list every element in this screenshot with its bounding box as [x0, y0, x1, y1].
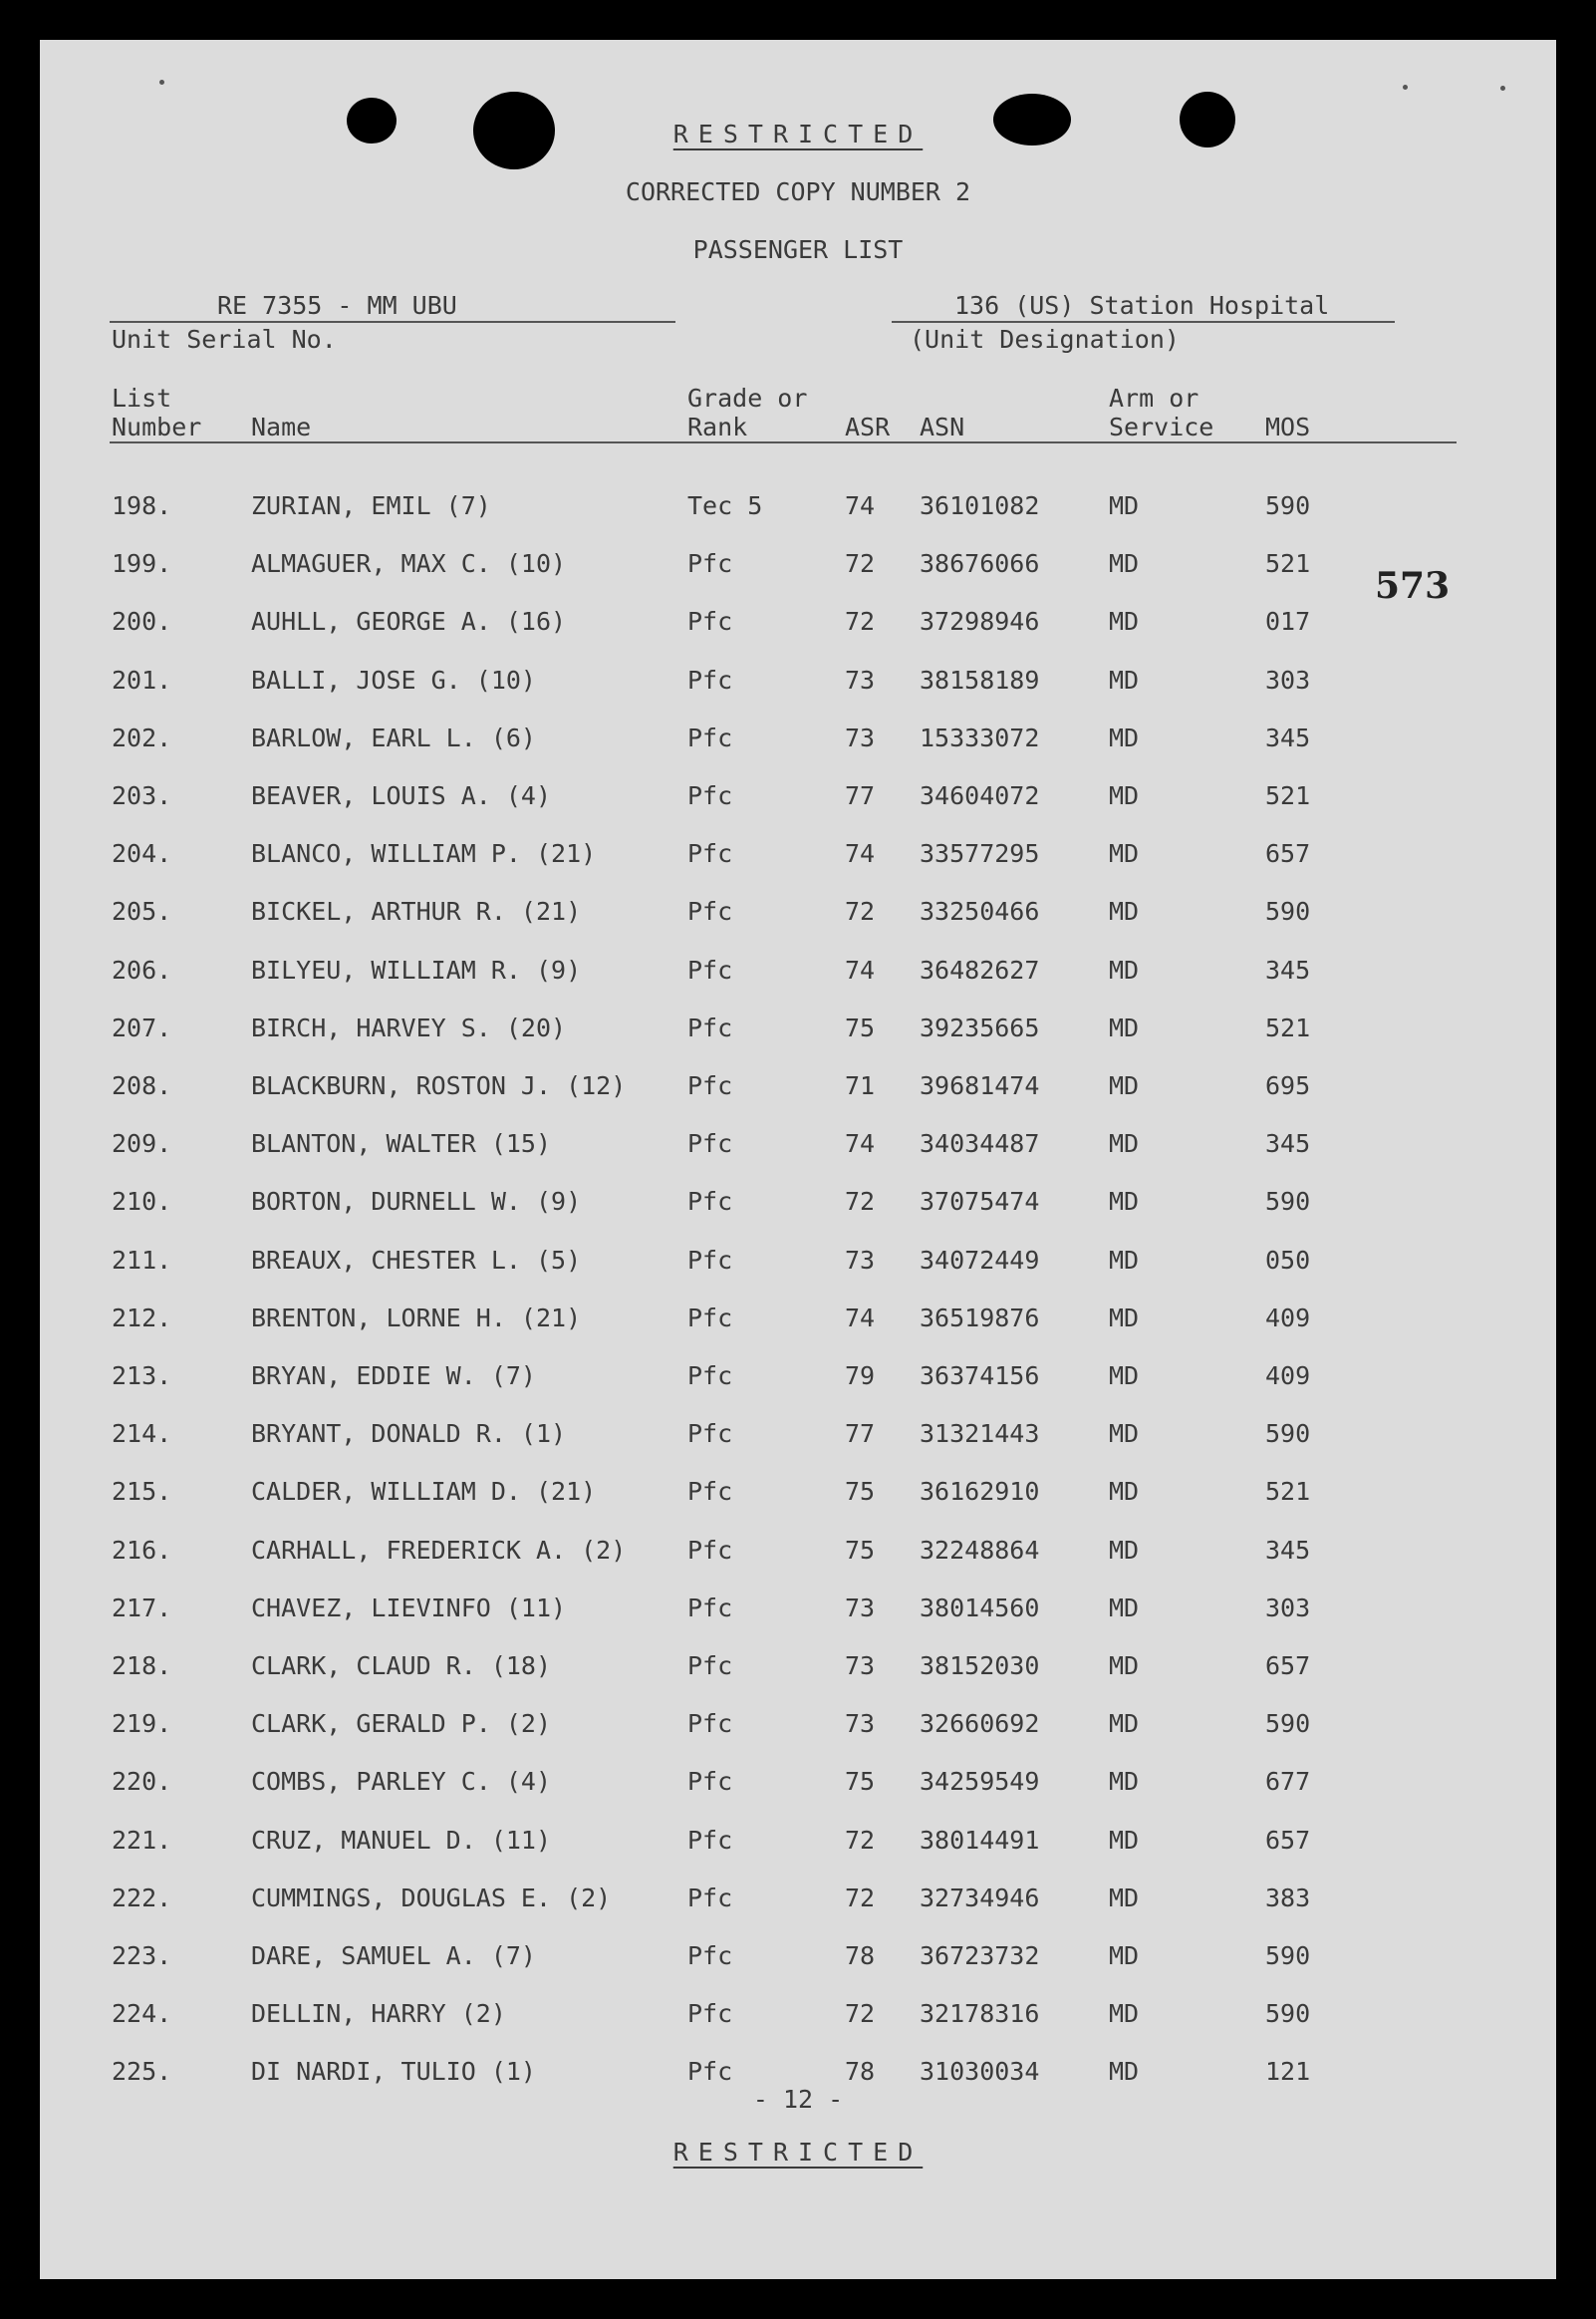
- mos-code: 303: [1265, 665, 1311, 695]
- table-row: [40, 839, 1556, 879]
- asn-value: 15333072: [920, 723, 1040, 752]
- col-arm-line1: Arm or: [1109, 384, 1199, 413]
- copy-note: CORRECTED COPY NUMBER 2: [625, 177, 971, 206]
- passenger-name: CARHALL, FREDERICK A. (2): [251, 1535, 627, 1565]
- arm-service: MD: [1109, 723, 1140, 752]
- col-asr: ASR: [845, 413, 891, 441]
- unit-designation-underline: [892, 321, 1395, 323]
- list-number: 204.: [112, 839, 172, 869]
- grade-rank: Pfc: [687, 1419, 733, 1449]
- arm-service: MD: [1109, 491, 1140, 520]
- passenger-name: COMBS, PARLEY C. (4): [251, 1767, 552, 1797]
- arm-service: MD: [1109, 839, 1140, 869]
- mos-code: 590: [1265, 1187, 1311, 1217]
- grade-rank: Pfc: [687, 1245, 733, 1275]
- mos-code: 345: [1265, 1535, 1311, 1565]
- list-number: 205.: [112, 897, 172, 927]
- asr-value: 74: [845, 491, 876, 520]
- asr-value: 74: [845, 839, 876, 869]
- grade-rank: Pfc: [687, 723, 733, 752]
- list-number: 201.: [112, 665, 172, 695]
- arm-service: MD: [1109, 1419, 1140, 1449]
- grade-rank: Pfc: [687, 1071, 733, 1100]
- unit-serial-value: RE 7355 - MM UBU: [217, 291, 457, 320]
- asr-value: 75: [845, 1767, 876, 1797]
- passenger-name: AUHLL, GEORGE A. (16): [251, 607, 567, 637]
- asr-value: 78: [845, 1941, 876, 1970]
- grade-rank: Pfc: [687, 1187, 733, 1217]
- col-asn: ASN: [920, 413, 965, 441]
- list-number: 203.: [112, 781, 172, 810]
- asn-value: 38014491: [920, 1825, 1040, 1855]
- asn-value: 36723732: [920, 1941, 1040, 1970]
- grade-rank: Pfc: [687, 549, 733, 579]
- grade-rank: Pfc: [687, 1941, 733, 1970]
- table-row: [40, 1477, 1556, 1517]
- mos-code: 590: [1265, 1419, 1311, 1449]
- table-row: [40, 607, 1556, 647]
- list-number: 199.: [112, 549, 172, 579]
- passenger-name: BALLI, JOSE G. (10): [251, 665, 536, 695]
- asn-value: 31321443: [920, 1419, 1040, 1449]
- table-row: [40, 724, 1556, 763]
- arm-service: MD: [1109, 1999, 1140, 2029]
- mos-code: 345: [1265, 1129, 1311, 1159]
- asr-value: 79: [845, 1361, 876, 1390]
- passenger-name: CHAVEZ, LIEVINFO (11): [251, 1593, 567, 1622]
- table-row: [40, 1651, 1556, 1691]
- grade-rank: Pfc: [687, 1013, 733, 1042]
- arm-service: MD: [1109, 955, 1140, 985]
- table-row: [40, 666, 1556, 706]
- mos-code: 383: [1265, 1883, 1311, 1912]
- asr-value: 72: [845, 1187, 876, 1217]
- col-grade-line2: Rank: [687, 413, 748, 441]
- passenger-name: BLANCO, WILLIAM P. (21): [251, 839, 597, 869]
- passenger-name: BLACKBURN, ROSTON J. (12): [251, 1071, 627, 1100]
- grade-rank: Pfc: [687, 897, 733, 927]
- asn-value: 33250466: [920, 897, 1040, 927]
- passenger-name: DARE, SAMUEL A. (7): [251, 1941, 536, 1970]
- mos-code: 017: [1265, 607, 1311, 637]
- asn-value: 39235665: [920, 1013, 1040, 1042]
- grade-rank: Pfc: [687, 1825, 733, 1855]
- unit-serial-label: Unit Serial No.: [112, 325, 337, 354]
- asr-value: 72: [845, 897, 876, 927]
- arm-service: MD: [1109, 607, 1140, 637]
- asn-value: 36519876: [920, 1303, 1040, 1332]
- arm-service: MD: [1109, 549, 1140, 579]
- list-number: 213.: [112, 1361, 172, 1390]
- list-number: 212.: [112, 1303, 172, 1332]
- table-row: [40, 1246, 1556, 1286]
- arm-service: MD: [1109, 1071, 1140, 1100]
- list-number: 206.: [112, 955, 172, 985]
- asr-value: 77: [845, 781, 876, 810]
- asn-value: 37075474: [920, 1187, 1040, 1217]
- grade-rank: Pfc: [687, 1999, 733, 2029]
- grade-rank: Pfc: [687, 1361, 733, 1390]
- table-row: [40, 1999, 1556, 2039]
- asr-value: 72: [845, 1883, 876, 1912]
- passenger-name: CLARK, GERALD P. (2): [251, 1709, 552, 1739]
- mos-code: 590: [1265, 897, 1311, 927]
- list-number: 214.: [112, 1419, 172, 1449]
- asr-value: 75: [845, 1013, 876, 1042]
- asn-value: 32660692: [920, 1709, 1040, 1739]
- arm-service: MD: [1109, 1883, 1140, 1912]
- asn-value: 33577295: [920, 839, 1040, 869]
- arm-service: MD: [1109, 1477, 1140, 1507]
- mos-code: 590: [1265, 1709, 1311, 1739]
- arm-service: MD: [1109, 1303, 1140, 1332]
- table-row: [40, 1014, 1556, 1053]
- mos-code: 521: [1265, 1013, 1311, 1042]
- asn-value: 38158189: [920, 665, 1040, 695]
- grade-rank: Pfc: [687, 1303, 733, 1332]
- passenger-name: CALDER, WILLIAM D. (21): [251, 1477, 597, 1507]
- grade-rank: Pfc: [687, 1709, 733, 1739]
- mos-code: 521: [1265, 1477, 1311, 1507]
- mos-code: 409: [1265, 1303, 1311, 1332]
- list-number: 207.: [112, 1013, 172, 1042]
- mos-code: 590: [1265, 1999, 1311, 2029]
- list-number: 210.: [112, 1187, 172, 1217]
- list-number: 208.: [112, 1071, 172, 1100]
- asr-value: 73: [845, 1651, 876, 1680]
- passenger-name: CUMMINGS, DOUGLAS E. (2): [251, 1883, 612, 1912]
- list-number: 209.: [112, 1129, 172, 1159]
- asn-value: 34072449: [920, 1245, 1040, 1275]
- asr-value: 75: [845, 1535, 876, 1565]
- asn-value: 36374156: [920, 1361, 1040, 1390]
- asn-value: 37298946: [920, 607, 1040, 637]
- asn-value: 34034487: [920, 1129, 1040, 1159]
- arm-service: MD: [1109, 1651, 1140, 1680]
- mos-code: 657: [1265, 1825, 1311, 1855]
- arm-service: MD: [1109, 1941, 1140, 1970]
- col-name: Name: [251, 413, 312, 441]
- asr-value: 73: [845, 665, 876, 695]
- asr-value: 73: [845, 723, 876, 752]
- page-stamp: 573: [1375, 565, 1451, 607]
- table-row: [40, 1304, 1556, 1343]
- arm-service: MD: [1109, 1187, 1140, 1217]
- table-row: [40, 1884, 1556, 1923]
- list-number: 211.: [112, 1245, 172, 1275]
- mos-code: 521: [1265, 781, 1311, 810]
- table-row: [40, 1129, 1556, 1169]
- passenger-name: BICKEL, ARTHUR R. (21): [251, 897, 582, 927]
- mos-code: 303: [1265, 1593, 1311, 1622]
- mos-code: 345: [1265, 723, 1311, 752]
- asr-value: 72: [845, 607, 876, 637]
- list-number: 217.: [112, 1593, 172, 1622]
- col-list-number-line2: Number: [112, 413, 202, 441]
- asn-value: 38152030: [920, 1651, 1040, 1680]
- passenger-name: BREAUX, CHESTER L. (5): [251, 1245, 582, 1275]
- list-number: 221.: [112, 1825, 172, 1855]
- grade-rank: Pfc: [687, 1883, 733, 1912]
- grade-rank: Pfc: [687, 607, 733, 637]
- asn-value: 36482627: [920, 955, 1040, 985]
- passenger-name: BARLOW, EARL L. (6): [251, 723, 536, 752]
- list-number: 200.: [112, 607, 172, 637]
- col-grade-line1: Grade or: [687, 384, 808, 413]
- asr-value: 77: [845, 1419, 876, 1449]
- asn-value: 34259549: [920, 1767, 1040, 1797]
- list-number: 222.: [112, 1883, 172, 1912]
- paper-speck: [1403, 85, 1408, 90]
- asn-value: 36101082: [920, 491, 1040, 520]
- mos-code: 657: [1265, 1651, 1311, 1680]
- grade-rank: Pfc: [687, 1535, 733, 1565]
- table-row: [40, 1767, 1556, 1807]
- table-row: [40, 956, 1556, 996]
- mos-code: 677: [1265, 1767, 1311, 1797]
- classification-footer: RESTRICTED: [672, 2138, 924, 2167]
- grade-rank: Pfc: [687, 781, 733, 810]
- arm-service: MD: [1109, 1825, 1140, 1855]
- arm-service: MD: [1109, 1361, 1140, 1390]
- asn-value: 32178316: [920, 1999, 1040, 2029]
- passenger-name: BILYEU, WILLIAM R. (9): [251, 955, 582, 985]
- arm-service: MD: [1109, 1013, 1140, 1042]
- list-number: 220.: [112, 1767, 172, 1797]
- grade-rank: Tec 5: [687, 491, 763, 520]
- mos-code: 050: [1265, 1245, 1311, 1275]
- table-row: [40, 1826, 1556, 1866]
- asn-value: 38676066: [920, 549, 1040, 579]
- list-number: 216.: [112, 1535, 172, 1565]
- grade-rank: Pfc: [687, 2057, 733, 2087]
- asr-value: 73: [845, 1593, 876, 1622]
- asn-value: 31030034: [920, 2057, 1040, 2087]
- list-number: 225.: [112, 2057, 172, 2087]
- passenger-name: BRYAN, EDDIE W. (7): [251, 1361, 536, 1390]
- classification-header: RESTRICTED: [672, 120, 924, 148]
- passenger-name: CLARK, CLAUD R. (18): [251, 1651, 552, 1680]
- passenger-name: BRENTON, LORNE H. (21): [251, 1303, 582, 1332]
- grade-rank: Pfc: [687, 955, 733, 985]
- arm-service: MD: [1109, 1535, 1140, 1565]
- grade-rank: Pfc: [687, 1767, 733, 1797]
- list-number: 215.: [112, 1477, 172, 1507]
- asr-value: 74: [845, 1303, 876, 1332]
- table-row: [40, 1536, 1556, 1576]
- asr-value: 72: [845, 1825, 876, 1855]
- grade-rank: Pfc: [687, 839, 733, 869]
- grade-rank: Pfc: [687, 1129, 733, 1159]
- passenger-name: DELLIN, HARRY (2): [251, 1999, 506, 2029]
- list-number: 198.: [112, 491, 172, 520]
- table-row: [40, 897, 1556, 937]
- mos-code: 345: [1265, 955, 1311, 985]
- asn-value: 32248864: [920, 1535, 1040, 1565]
- asn-value: 34604072: [920, 781, 1040, 810]
- arm-service: MD: [1109, 665, 1140, 695]
- arm-service: MD: [1109, 2057, 1140, 2087]
- table-row: [40, 491, 1556, 531]
- list-number: 218.: [112, 1651, 172, 1680]
- passenger-name: ALMAGUER, MAX C. (10): [251, 549, 567, 579]
- mos-code: 695: [1265, 1071, 1311, 1100]
- table-row: [40, 549, 1556, 589]
- table-row: [40, 1187, 1556, 1227]
- arm-service: MD: [1109, 1245, 1140, 1275]
- arm-service: MD: [1109, 897, 1140, 927]
- passenger-name: BLANTON, WALTER (15): [251, 1129, 552, 1159]
- table-row: [40, 1071, 1556, 1111]
- list-number: 202.: [112, 723, 172, 752]
- asr-value: 73: [845, 1245, 876, 1275]
- document-title: PASSENGER LIST: [692, 235, 904, 264]
- asr-value: 74: [845, 1129, 876, 1159]
- paper-speck: [1500, 86, 1505, 91]
- table-row: [40, 781, 1556, 821]
- arm-service: MD: [1109, 1709, 1140, 1739]
- page-number: - 12 -: [752, 2085, 844, 2114]
- table-row: [40, 1941, 1556, 1981]
- header-rule: [110, 441, 1457, 443]
- asr-value: 74: [845, 955, 876, 985]
- asr-value: 78: [845, 2057, 876, 2087]
- table-row: [40, 1594, 1556, 1633]
- unit-designation-label: (Unit Designation): [910, 325, 1180, 354]
- mos-code: 657: [1265, 839, 1311, 869]
- passenger-name: BRYANT, DONALD R. (1): [251, 1419, 567, 1449]
- asr-value: 75: [845, 1477, 876, 1507]
- list-number: 219.: [112, 1709, 172, 1739]
- passenger-name: CRUZ, MANUEL D. (11): [251, 1825, 552, 1855]
- grade-rank: Pfc: [687, 1593, 733, 1622]
- col-mos: MOS: [1265, 413, 1311, 441]
- asr-value: 71: [845, 1071, 876, 1100]
- grade-rank: Pfc: [687, 1651, 733, 1680]
- mos-code: 590: [1265, 491, 1311, 520]
- table-row: [40, 1361, 1556, 1401]
- passenger-name: BEAVER, LOUIS A. (4): [251, 781, 552, 810]
- asn-value: 36162910: [920, 1477, 1040, 1507]
- asn-value: 38014560: [920, 1593, 1040, 1622]
- arm-service: MD: [1109, 781, 1140, 810]
- list-number: 223.: [112, 1941, 172, 1970]
- asr-value: 72: [845, 549, 876, 579]
- col-list-number-line1: List: [112, 384, 172, 413]
- grade-rank: Pfc: [687, 1477, 733, 1507]
- arm-service: MD: [1109, 1129, 1140, 1159]
- mos-code: 409: [1265, 1361, 1311, 1390]
- col-arm-line2: Service: [1109, 413, 1214, 441]
- document-page: [40, 40, 1556, 2279]
- table-row: [40, 1419, 1556, 1459]
- passenger-name: ZURIAN, EMIL (7): [251, 491, 491, 520]
- table-row: [40, 1709, 1556, 1749]
- asn-value: 32734946: [920, 1883, 1040, 1912]
- asr-value: 73: [845, 1709, 876, 1739]
- asn-value: 39681474: [920, 1071, 1040, 1100]
- list-number: 224.: [112, 1999, 172, 2029]
- mos-code: 121: [1265, 2057, 1311, 2087]
- grade-rank: Pfc: [687, 665, 733, 695]
- passenger-name: BIRCH, HARVEY S. (20): [251, 1013, 567, 1042]
- mos-code: 521: [1265, 549, 1311, 579]
- passenger-name: BORTON, DURNELL W. (9): [251, 1187, 582, 1217]
- unit-designation-value: 136 (US) Station Hospital: [954, 291, 1330, 320]
- arm-service: MD: [1109, 1767, 1140, 1797]
- unit-serial-underline: [110, 321, 675, 323]
- asr-value: 72: [845, 1999, 876, 2029]
- paper-speck: [159, 80, 164, 85]
- passenger-name: DI NARDI, TULIO (1): [251, 2057, 536, 2087]
- arm-service: MD: [1109, 1593, 1140, 1622]
- mos-code: 590: [1265, 1941, 1311, 1970]
